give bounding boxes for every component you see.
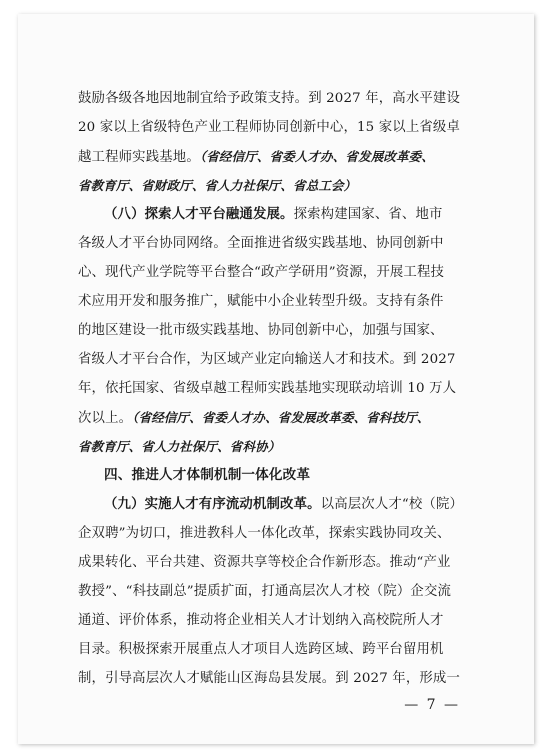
text-line — [78, 461, 490, 490]
text-segment: 省级人才平台合作，为区域产业定向输送人才和技术。到 2027 — [78, 352, 456, 367]
text-segment: 教授”、“科技副总”提质扩面，打通高层次人才校（院）企交流 — [78, 584, 452, 599]
text-line — [78, 258, 490, 287]
text-line — [78, 548, 490, 577]
document-page — [18, 14, 534, 744]
text-segment: 的地区建设一批市级实践基地、协同创新中心，加强与国家、 — [78, 323, 444, 338]
text-segment: 以高层次人才“校（院） — [320, 497, 464, 512]
text-segment: 通道、评价体系，推动将企业相关人才计划纳入高校院所人才 — [78, 613, 444, 628]
text-line — [78, 113, 490, 142]
text-line — [78, 519, 490, 548]
text-line — [78, 84, 490, 113]
text-line — [78, 171, 490, 200]
responsible-departments: （省经信厅、省委人才办、省发展改革委、 — [199, 149, 434, 164]
text-segment: 鼓励各级各地因地制宜给予政策支持。到 2027 年，高水平建设 — [78, 91, 461, 106]
text-line — [78, 142, 490, 171]
text-segment: 制，引导高层次人才赋能山区海岛县发展。到 2027 年，形成一 — [78, 671, 461, 686]
text-line — [78, 316, 490, 345]
text-line — [78, 664, 490, 693]
text-line — [78, 490, 490, 519]
text-line — [78, 345, 490, 374]
clause-title: （八）探索人才平台融通发展。 — [104, 206, 294, 222]
text-segment: 成果转化、平台共建、资源共享等校企合作新形态。推动“产业 — [78, 555, 451, 570]
text-line — [78, 287, 490, 316]
text-segment: 越工程师实践基地。 — [78, 150, 200, 165]
text-segment: 术应用开发和服务推广，赋能中小企业转型升级。支持有条件 — [78, 294, 444, 309]
page-number: — 7 — — [404, 697, 460, 713]
text-line — [78, 200, 490, 229]
section-heading: 四、推进人才体制机制一体化改革 — [104, 467, 311, 483]
text-segment: 20 家以上省级特色产业工程师协同创新中心，15 家以上省级卓 — [78, 120, 461, 135]
text-segment: 目录。积极探索开展重点人才项目人选跨区域、跨平台留用机 — [78, 642, 444, 657]
text-line — [78, 577, 490, 606]
text-line — [78, 229, 490, 258]
text-line — [78, 374, 490, 403]
responsible-departments: 省教育厅、省财政厅、省人力社保厅、省总工会） — [78, 178, 357, 193]
text-line — [78, 635, 490, 664]
text-segment: 年，依托国家、省级卓越工程师实践基地实现联动培训 10 万人 — [78, 381, 457, 396]
text-segment: 心、现代产业学院等平台整合“政产学研用”资源，开展工程技 — [78, 265, 445, 280]
text-segment: 企双聘”为切口，推进教科人一体化改革，探索实践协同攻关、 — [78, 526, 451, 541]
clause-title: （九）实施人才有序流动机制改革。 — [104, 496, 321, 512]
text-segment: 次以上。 — [78, 411, 133, 426]
text-line — [78, 432, 490, 461]
text-line — [78, 606, 490, 635]
text-segment: 各级人才平台协同网络。全面推进省级实践基地、协同创新中 — [78, 236, 444, 251]
responsible-departments: （省经信厅、省委人才办、省发展改革委、省科技厅、 — [132, 410, 430, 425]
document-body — [78, 84, 490, 693]
responsible-departments: 省教育厅、省人力社保厅、省科协） — [78, 439, 281, 454]
text-segment: 探索构建国家、省、地市 — [293, 207, 443, 222]
text-line — [78, 403, 490, 432]
